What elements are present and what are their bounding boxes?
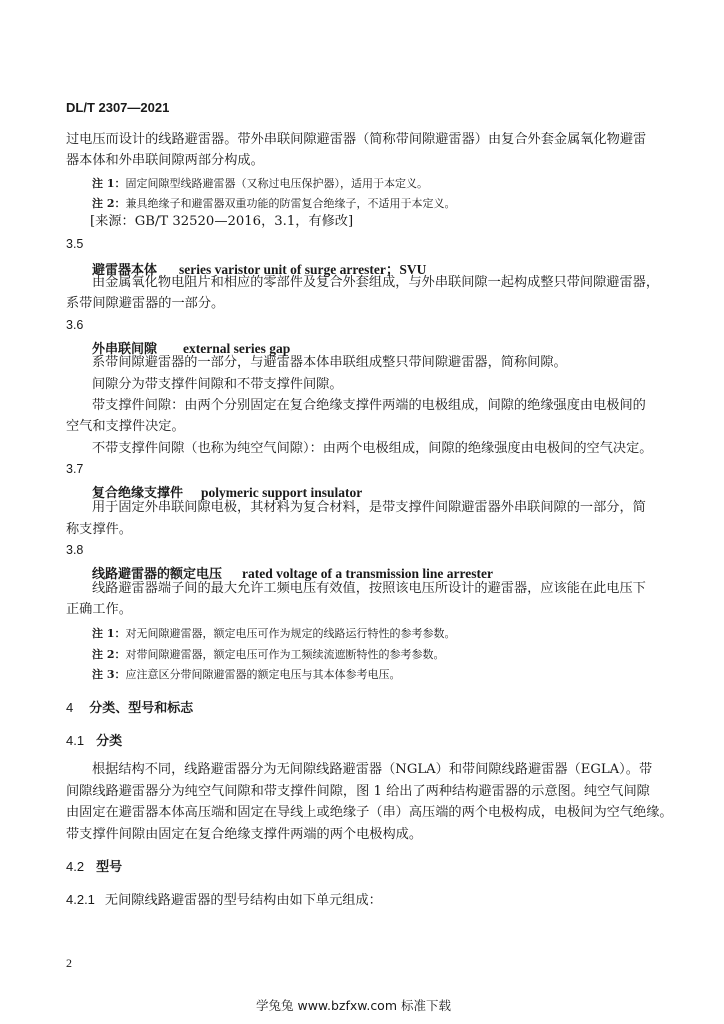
section-heading (66, 730, 122, 749)
body-line: 由金属氧化物电阻片和相应的零部件及复合外套组成，与外串联间隙一起构成整只带间隙避雷器， (92, 275, 660, 290)
body-line: 根据结构不同，线路避雷器分为无间隙线路避雷器（NGLA）和带间隙线路避雷器（EGLA）。带 (92, 762, 653, 777)
term-zh: 外串联间隙 (92, 342, 158, 357)
section-title: 型号 (96, 859, 123, 874)
clause-number: 3.6 (66, 318, 84, 332)
note-label: 注 1： (92, 627, 126, 640)
term-zh: 线路避雷器的额定电压 (92, 567, 223, 582)
section-heading (66, 697, 193, 716)
body-line: 带支撑件间隙由固定在复合绝缘支撑件两端的两个电极构成。 (66, 827, 423, 842)
note (92, 176, 428, 191)
body-line: 过电压而设计的线路避雷器。带外串联间隙避雷器（简称带间隙避雷器）由复合外套金属氧化物避雷 (66, 132, 647, 147)
page-number: 2 (66, 956, 72, 970)
term-zh: 复合绝缘支撑件 (92, 486, 184, 501)
clause-number: 4.2.1 (66, 892, 95, 907)
body-line: 线路避雷器端子间的最大允许工频电压有效值，按照该电压所设计的避雷器，应该能在此电压下 (92, 581, 646, 596)
body-line: 间隙线路避雷器分为纯空气间隙和带支撑件间隙，图 1 给出了两种结构避雷器的示意图。纯空气间隙 (66, 784, 650, 799)
clause-number: 3.7 (66, 462, 84, 476)
note-label: 注 2： (92, 197, 126, 210)
term-zh: 避雷器本体 (92, 263, 158, 278)
body-line: 不带支撑件间隙（也称为纯空气间隙）：由两个电极组成，间隙的绝缘强度由电极间的空气决定。 (92, 441, 653, 456)
note (92, 196, 455, 211)
note (92, 667, 400, 682)
section-title: 分类、型号和标志 (89, 700, 194, 715)
section-number: 4.1 (66, 733, 85, 748)
note-label: 注 3： (92, 668, 126, 681)
body-line: 系带间隙避雷器的一部分。 (66, 296, 225, 311)
body-line: 由固定在避雷器本体高压端和固定在导线上或绝缘子（串）高压端的两个电极构成，电极间为空气绝缘。 (66, 805, 673, 820)
body-line: 空气和支撑件决定。 (66, 419, 185, 434)
body-line: 带支撑件间隙：由两个分别固定在复合绝缘支撑件两端的电极组成，间隙的绝缘强度由电极间的 (92, 398, 646, 413)
term-en: external series gap (183, 341, 291, 356)
note-text: 对无间隙避雷器，额定电压可作为规定的线路运行特性的参考参数。 (125, 627, 456, 640)
note-label: 注 2： (92, 648, 126, 661)
section-number: 4.2 (66, 859, 85, 874)
note-text: 兼具绝缘子和避雷器双重功能的防雷复合绝缘子，不适用于本定义。 (125, 197, 456, 210)
section-title: 分类 (96, 733, 123, 748)
clause-number: 3.8 (66, 543, 84, 557)
note (92, 626, 455, 641)
note-label: 注 1： (92, 177, 126, 190)
body-line: 器本体和外串联间隙两部分构成。 (66, 153, 264, 168)
source-reference: [来源：GB/T 32520—2016，3.1，有修改] (90, 214, 354, 229)
term-en: polymeric support insulator (201, 485, 363, 500)
section-number: 4 (66, 700, 74, 715)
note-text: 应注意区分带间隙避雷器的额定电压与其本体参考电压。 (125, 668, 401, 681)
section-heading (66, 856, 122, 875)
clause-text: 无间隙线路避雷器的型号结构由如下单元组成： (104, 893, 382, 908)
clause (66, 889, 382, 908)
body-line: 正确工作。 (66, 602, 132, 617)
body-line: 称支撑件。 (66, 522, 132, 537)
term-en: series varistor unit of surge arrester；SVU (179, 262, 427, 277)
document-code: DL/T 2307—2021 (66, 100, 170, 115)
note (92, 647, 444, 662)
body-line: 系带间隙避雷器的一部分，与避雷器本体串联组成整只带间隙避雷器，简称间隙。 (92, 355, 567, 370)
term-en: rated voltage of a transmission line arrester (242, 566, 493, 581)
body-line: 用于固定外串联间隙电极，其材料为复合材料，是带支撑件间隙避雷器外串联间隙的一部分，简 (92, 500, 646, 515)
body-line: 间隙分为带支撑件间隙和不带支撑件间隙。 (92, 377, 343, 392)
note-text: 固定间隙型线路避雷器（又称过电压保护器），适用于本定义。 (125, 177, 428, 190)
note-text: 对带间隙避雷器，额定电压可作为工频续流遮断特性的参考参数。 (125, 648, 445, 661)
clause-number: 3.5 (66, 237, 84, 251)
footer-watermark: 学兔兔 www.bzfxw.com 标准下载 (256, 998, 451, 1013)
